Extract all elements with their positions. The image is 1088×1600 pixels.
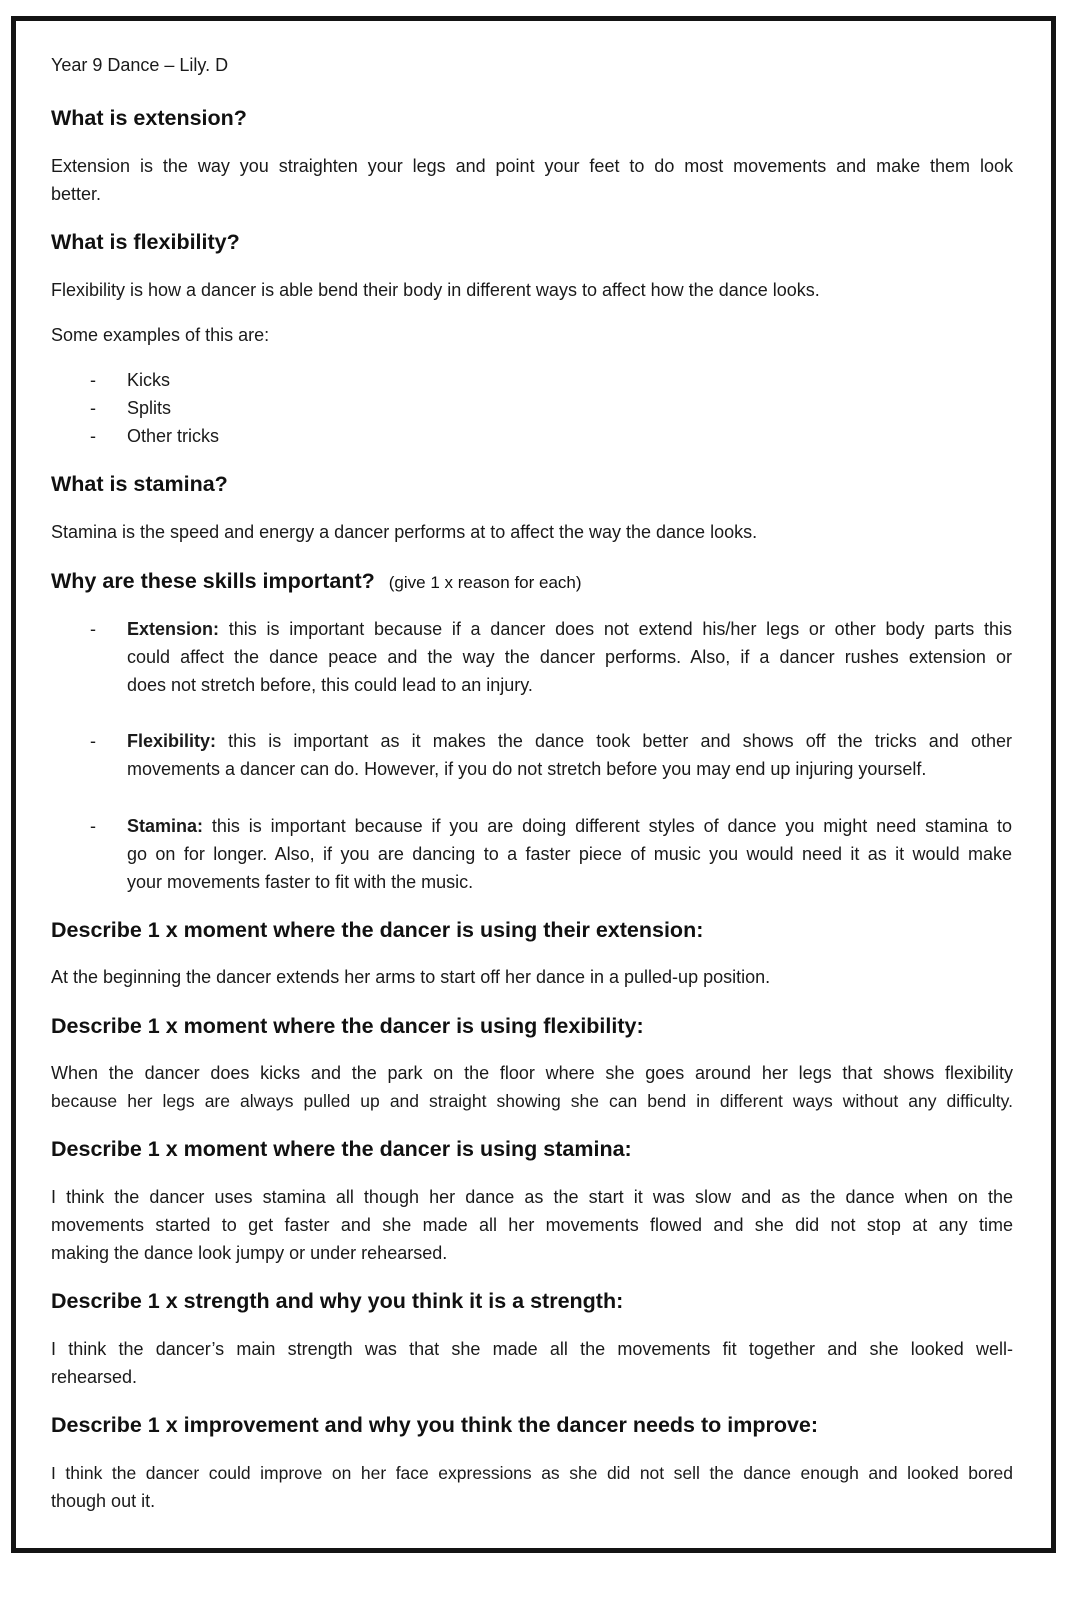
list-bullet: -	[90, 731, 96, 751]
strength-line: I think the dancer’s main strength was that she made all the movements fit together and she looked well-	[51, 1339, 1013, 1359]
importance-text: this is important as it makes the dance took better and shows off the tricks and other	[216, 731, 1012, 751]
moment-flexibility-line: When the dancer does kicks and the park on the floor where she goes around her legs that shows flexibility	[51, 1063, 1013, 1083]
importance-heading-text: Why are these skills important?	[51, 569, 375, 593]
importance-line: go on for longer. Also, if you are dancing to a faster piece of music you would need it as it would make	[127, 844, 1012, 864]
extension-body-line: Extension is the way you straighten your legs and point your feet to do most movements and make them look	[51, 156, 1013, 176]
importance-label: Extension:	[127, 619, 220, 639]
importance-label: Stamina:	[127, 816, 204, 836]
stamina-body: Stamina is the speed and energy a dancer performs at to affect the way the dance looks.	[51, 522, 758, 542]
importance-line: could affect the dance peace and the way the dancer performs. Also, if a dancer rushes extension or	[127, 647, 1012, 667]
heading-extension: What is extension?	[51, 106, 247, 130]
importance-text: this is important because if a dancer does not extend his/her legs or other body parts this	[219, 619, 1012, 639]
importance-line: your movements faster to fit with the music.	[127, 872, 474, 892]
importance-text: this is important because if you are doing different styles of dance you might need stamina to	[203, 816, 1012, 836]
flexibility-body: Flexibility is how a dancer is able bend their body in different ways to affect how the dance looks.	[51, 280, 820, 300]
list-bullet: -	[90, 426, 96, 446]
moment-stamina-line: movements started to get faster and she made all her movements flowed and she did not stop at any time	[51, 1215, 1013, 1235]
list-item: Kicks	[127, 370, 171, 390]
moment-flexibility-line: because her legs are always pulled up and straight showing she can bend in different ways without any difficulty.	[51, 1091, 1013, 1111]
improvement-line: though out it.	[51, 1491, 156, 1511]
heading-moment-extension: Describe 1 x moment where the dancer is using their extension:	[51, 918, 704, 942]
moment-extension-body: At the beginning the dancer extends her arms to start off her dance in a pulled-up position.	[51, 967, 771, 987]
heading-moment-flexibility: Describe 1 x moment where the dancer is using flexibility:	[51, 1014, 644, 1038]
list-bullet: -	[90, 370, 96, 390]
list-item: Splits	[127, 398, 172, 418]
list-item: Other tricks	[127, 426, 220, 446]
document-title: Year 9 Dance – Lily. D	[51, 55, 229, 75]
list-bullet: -	[90, 398, 96, 418]
list-bullet: -	[90, 619, 96, 639]
examples-intro: Some examples of this are:	[51, 325, 270, 345]
importance-line: does not stretch before, this could lead to an injury.	[127, 675, 533, 695]
heading-strength: Describe 1 x strength and why you think it is a strength:	[51, 1289, 624, 1313]
heading-stamina: What is stamina?	[51, 472, 228, 496]
importance-line	[127, 727, 1012, 755]
heading-moment-stamina: Describe 1 x moment where the dancer is using stamina:	[51, 1137, 632, 1161]
heading-importance	[51, 567, 582, 597]
importance-label: Flexibility:	[127, 731, 217, 751]
importance-note: (give 1 x reason for each)	[388, 573, 582, 592]
moment-stamina-line: I think the dancer uses stamina all though her dance as the start it was slow and as the dance when on the	[51, 1187, 1013, 1207]
heading-flexibility: What is flexibility?	[51, 230, 240, 254]
list-bullet: -	[90, 816, 96, 836]
improvement-line: I think the dancer could improve on her face expressions as she did not sell the dance enough and looked bored	[51, 1463, 1013, 1483]
strength-line: rehearsed.	[51, 1367, 138, 1387]
heading-improvement: Describe 1 x improvement and why you think the dancer needs to improve:	[51, 1413, 819, 1437]
importance-line	[127, 615, 1012, 643]
importance-line	[127, 812, 1012, 840]
importance-line: movements a dancer can do. However, if you do not stretch before you may end up injuring yourself.	[127, 759, 927, 779]
extension-body-line: better.	[51, 184, 102, 204]
moment-stamina-line: making the dance look jumpy or under rehearsed.	[51, 1243, 448, 1263]
